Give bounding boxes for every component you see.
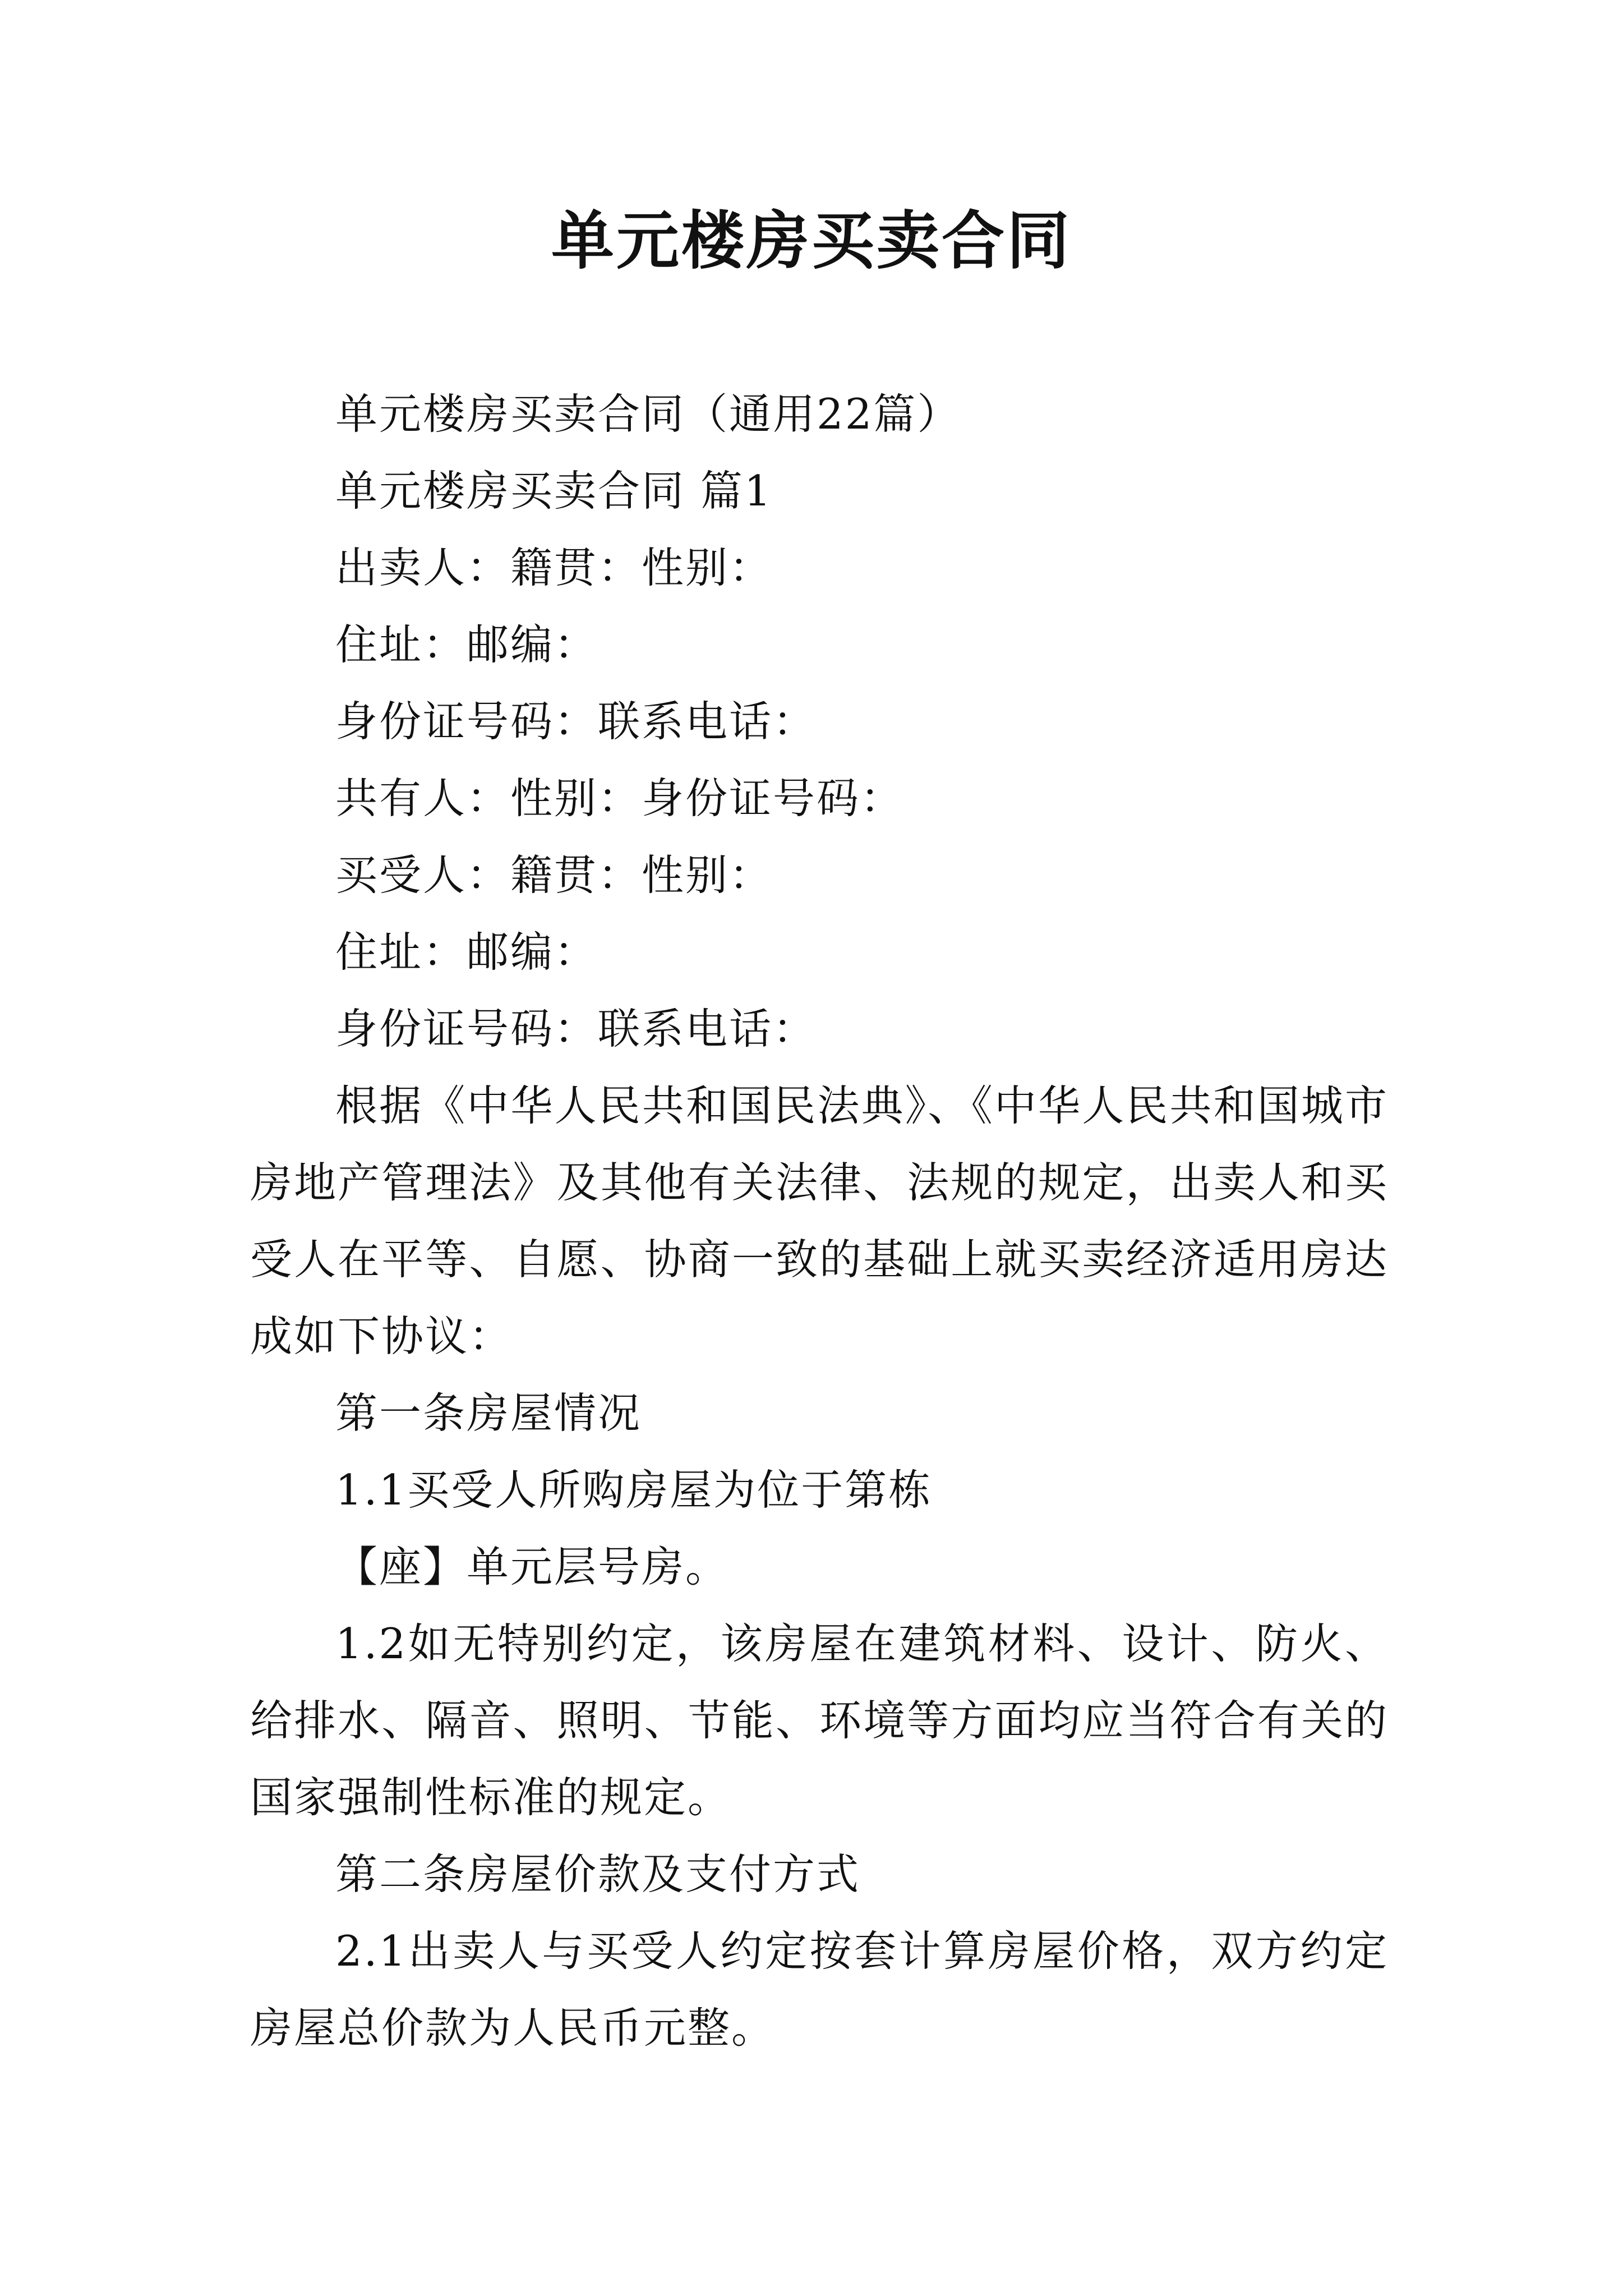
paragraph-buyer-address: 住址：邮编： (335, 927, 598, 977)
paragraph-clause-1-1-cont: 【座】单元层号房。 (335, 1542, 730, 1591)
paragraph-co-owner: 共有人：性别：身份证号码： (335, 774, 905, 823)
paragraph-buyer-info: 买受人：籍贯：性别： (335, 850, 773, 900)
document-title: 单元楼房买卖合同 (551, 204, 1072, 278)
paragraph-seller-info: 出卖人：籍贯：性别： (335, 543, 773, 592)
document-body (250, 376, 1389, 2067)
paragraph-buyer-id: 身份证号码：联系电话： (335, 1004, 817, 1053)
paragraph-article-1-heading: 第一条房屋情况 (335, 1388, 642, 1438)
paragraph-clause-1-1: 1.1买受人所购房屋为位于第栋 (335, 1465, 933, 1515)
paragraph-seller-address: 住址：邮编： (335, 620, 598, 669)
paragraph-seller-id: 身份证号码：联系电话： (335, 697, 817, 746)
paragraph-section-heading: 单元楼房买卖合同 篇1 (335, 466, 773, 516)
paragraph-subtitle: 单元楼房买卖合同（通用22篇） (335, 389, 961, 439)
paragraph-preamble: 根据《中华人民共和国民法典》、《中华人民共和国城市房地产管理法》及其他有关法律、法规的规定，出卖人和买受人在平等、自愿、协商一致的基础上就买卖经济适用房达成如下协议： (250, 1081, 1389, 1361)
paragraph-clause-1-2: 1.2如无特别约定，该房屋在建筑材料、设计、防火、给排水、隔音、照明、节能、环境等方面均应当符合有关的国家强制性标准的规定。 (250, 1619, 1389, 1822)
paragraph-clause-2-1: 2.1出卖人与买受人约定按套计算房屋价格，双方约定房屋总价款为人民币元整。 (250, 1926, 1389, 2053)
paragraph-article-2-heading: 第二条房屋价款及支付方式 (335, 1849, 861, 1899)
